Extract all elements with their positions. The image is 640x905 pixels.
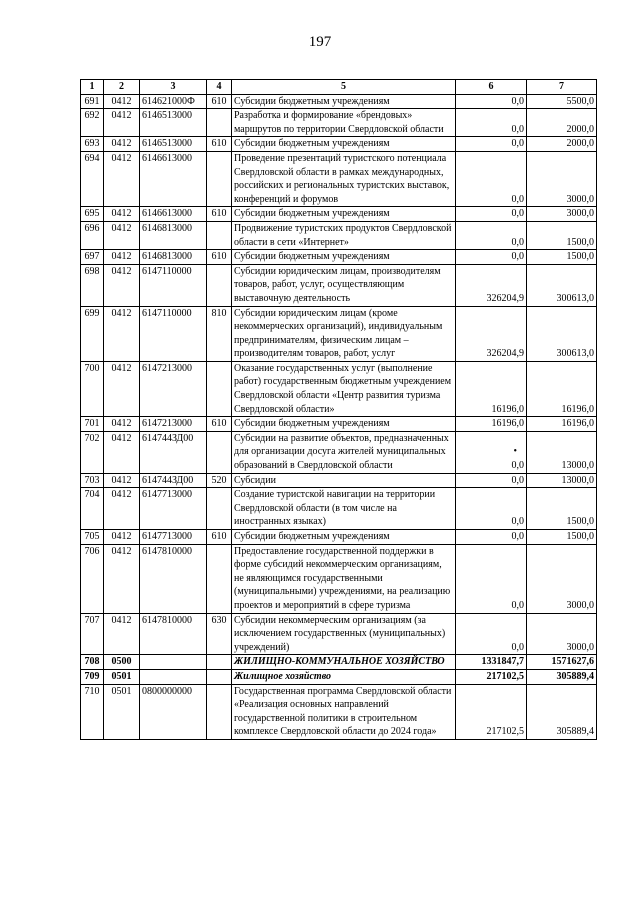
row-number-cell: 710: [81, 684, 104, 739]
expense-type-cell: [207, 431, 232, 473]
amount-col6-cell: 0,0: [456, 207, 527, 222]
row-number-cell: 692: [81, 109, 104, 137]
name-cell: Предоставление государственной поддержки в форме субсидий некоммерческим организациям, не являющимся государственными (муниципальными) учреждениями, на реализацию проектов и мероприятий в сфере туризма: [232, 544, 456, 613]
table-row: [81, 431, 597, 473]
target-article-cell: 0800000000: [140, 684, 207, 739]
expense-type-cell: 610: [207, 250, 232, 265]
amount-col7-cell: 305889,4: [527, 669, 597, 684]
section-code-cell: 0412: [104, 221, 140, 249]
name-cell: Субсидии бюджетным учреждениям: [232, 207, 456, 222]
amount-col7-cell: 2000,0: [527, 109, 597, 137]
row-number-cell: 701: [81, 417, 104, 432]
expense-type-cell: [207, 488, 232, 530]
expense-type-cell: 520: [207, 473, 232, 488]
amount-col6-cell: 0,0: [456, 137, 527, 152]
name-cell: Оказание государственных услуг (выполнение работ) государственным бюджетным учреждением Свердловской области «Центр развития туризма Свердловской области»: [232, 361, 456, 416]
amount-col6-cell: 326204,9: [456, 264, 527, 306]
header-cell: 2: [104, 80, 140, 95]
expense-type-cell: [207, 221, 232, 249]
amount-col6-cell: 0,0: [456, 250, 527, 265]
amount-value: 0,0: [511, 460, 524, 472]
target-article-cell: 614744ЗД00: [140, 473, 207, 488]
amount-col6-cell: 0,0: [456, 109, 527, 137]
table-row: [81, 264, 597, 306]
header-cell: 6: [456, 80, 527, 95]
expense-type-cell: 810: [207, 306, 232, 361]
expense-type-cell: 610: [207, 94, 232, 109]
amount-col7-cell: 1500,0: [527, 530, 597, 545]
amount-col7-cell: 13000,0: [527, 431, 597, 473]
target-article-cell: 6146613000: [140, 207, 207, 222]
section-code-cell: 0412: [104, 473, 140, 488]
amount-col7-cell: 3000,0: [527, 613, 597, 655]
expense-type-cell: 610: [207, 137, 232, 152]
amount-col7-cell: 300613,0: [527, 306, 597, 361]
table-header-row: [81, 80, 597, 95]
target-article-cell: 614621000Ф: [140, 94, 207, 109]
table-row: [81, 306, 597, 361]
amount-col6-cell: 217102,5: [456, 684, 527, 739]
expense-type-cell: 630: [207, 613, 232, 655]
section-code-cell: 0412: [104, 417, 140, 432]
expense-type-cell: [207, 684, 232, 739]
amount-col6-cell: 16196,0: [456, 361, 527, 416]
table-body: [81, 80, 597, 740]
name-cell: ЖИЛИЩНО-КОММУНАЛЬНОЕ ХОЗЯЙСТВО: [232, 655, 456, 670]
name-cell: Проведение презентаций туристского потенциала Свердловской области в рамках международных, российских и региональных туристских выставок, конференций и форумов: [232, 151, 456, 206]
table-row: [81, 473, 597, 488]
expense-type-cell: 610: [207, 417, 232, 432]
target-article-cell: 6147110000: [140, 264, 207, 306]
amount-col7-cell: 2000,0: [527, 137, 597, 152]
table-row: [81, 544, 597, 613]
expense-type-cell: [207, 544, 232, 613]
row-number-cell: 703: [81, 473, 104, 488]
expense-type-cell: [207, 361, 232, 416]
section-code-cell: 0412: [104, 306, 140, 361]
row-number-cell: 709: [81, 669, 104, 684]
target-article-cell: 6146813000: [140, 250, 207, 265]
amount-col7-cell: 305889,4: [527, 684, 597, 739]
section-code-cell: 0412: [104, 431, 140, 473]
row-number-cell: 708: [81, 655, 104, 670]
name-cell: Жилищное хозяйство: [232, 669, 456, 684]
name-cell: Субсидии некоммерческим организациям (за исключением государственных (муниципальных) учреждений): [232, 613, 456, 655]
expense-type-cell: [207, 655, 232, 670]
row-number-cell: 699: [81, 306, 104, 361]
target-article-cell: 6147713000: [140, 530, 207, 545]
target-article-cell: 6147213000: [140, 361, 207, 416]
target-article-cell: 6147213000: [140, 417, 207, 432]
table-row: [81, 109, 597, 137]
target-article-cell: 6147110000: [140, 306, 207, 361]
amount-col6-cell: [456, 431, 527, 473]
amount-col7-cell: 13000,0: [527, 473, 597, 488]
section-code-cell: 0501: [104, 669, 140, 684]
amount-col7-cell: 3000,0: [527, 207, 597, 222]
amount-col6-cell: 0,0: [456, 473, 527, 488]
expense-type-cell: [207, 151, 232, 206]
table-row: [81, 207, 597, 222]
amount-col6-cell: 326204,9: [456, 306, 527, 361]
name-cell: Субсидии на развитие объектов, предназначенных для организации досуга жителей муниципальных образований в Свердловской области: [232, 431, 456, 473]
amount-col7-cell: 1500,0: [527, 250, 597, 265]
name-cell: Субсидии бюджетным учреждениям: [232, 417, 456, 432]
section-code-cell: 0412: [104, 151, 140, 206]
section-code-cell: 0412: [104, 94, 140, 109]
header-cell: 3: [140, 80, 207, 95]
table-row: [81, 417, 597, 432]
page-number: 197: [308, 34, 332, 50]
name-cell: Продвижение туристских продуктов Свердловской области в сети «Интернет»: [232, 221, 456, 249]
amount-col7-cell: 16196,0: [527, 417, 597, 432]
section-code-cell: 0412: [104, 264, 140, 306]
amount-col6-cell: 16196,0: [456, 417, 527, 432]
row-number-cell: 704: [81, 488, 104, 530]
section-code-cell: 0412: [104, 544, 140, 613]
name-cell: Создание туристской навигации на территории Свердловской области (в том числе на иностранных языках): [232, 488, 456, 530]
target-article-cell: 6147810000: [140, 613, 207, 655]
table-row: [81, 669, 597, 684]
name-cell: Государственная программа Свердловской области «Реализация основных направлений государственной политики в строительном комплексе Свердловской области до 2024 года»: [232, 684, 456, 739]
expense-type-cell: [207, 669, 232, 684]
section-code-cell: 0412: [104, 109, 140, 137]
table-row: [81, 684, 597, 739]
amount-col6-cell: 0,0: [456, 530, 527, 545]
row-number-cell: 694: [81, 151, 104, 206]
name-cell: Субсидии бюджетным учреждениям: [232, 94, 456, 109]
section-code-cell: 0412: [104, 530, 140, 545]
expense-type-cell: [207, 109, 232, 137]
row-number-cell: 707: [81, 613, 104, 655]
amount-col6-cell: 0,0: [456, 221, 527, 249]
amount-col7-cell: 3000,0: [527, 544, 597, 613]
row-number-cell: 697: [81, 250, 104, 265]
table-row: [81, 221, 597, 249]
budget-table: [80, 79, 597, 740]
row-number-cell: 700: [81, 361, 104, 416]
name-cell: Субсидии: [232, 473, 456, 488]
amount-col6-cell: 0,0: [456, 613, 527, 655]
row-number-cell: 693: [81, 137, 104, 152]
expense-type-cell: 610: [207, 530, 232, 545]
amount-col6-cell: 0,0: [456, 488, 527, 530]
table-row: [81, 488, 597, 530]
amount-col6-cell: 217102,5: [456, 669, 527, 684]
row-number-cell: 691: [81, 94, 104, 109]
amount-col6-cell: 0,0: [456, 151, 527, 206]
header-cell: 4: [207, 80, 232, 95]
dot-mark: •: [513, 446, 517, 458]
target-article-cell: 6147810000: [140, 544, 207, 613]
table-row: [81, 530, 597, 545]
table-row: [81, 655, 597, 670]
amount-col7-cell: 1571627,6: [527, 655, 597, 670]
row-number-cell: 698: [81, 264, 104, 306]
target-article-cell: 6147713000: [140, 488, 207, 530]
table-row: [81, 613, 597, 655]
name-cell: Субсидии юридическим лицам (кроме некоммерческих организаций), индивидуальным предпринимателям, физическим лицам – производителям товаров, работ, услуг: [232, 306, 456, 361]
amount-col6-cell: 0,0: [456, 94, 527, 109]
amount-col6-cell: 1331847,7: [456, 655, 527, 670]
target-article-cell: [140, 655, 207, 670]
amount-col7-cell: 16196,0: [527, 361, 597, 416]
section-code-cell: 0501: [104, 684, 140, 739]
row-number-cell: 696: [81, 221, 104, 249]
header-cell: 1: [81, 80, 104, 95]
row-number-cell: 702: [81, 431, 104, 473]
amount-col7-cell: 1500,0: [527, 221, 597, 249]
target-article-cell: 6146813000: [140, 221, 207, 249]
section-code-cell: 0412: [104, 250, 140, 265]
section-code-cell: 0500: [104, 655, 140, 670]
row-number-cell: 706: [81, 544, 104, 613]
header-cell: 5: [232, 80, 456, 95]
name-cell: Субсидии юридическим лицам, производителям товаров, работ, услуг, осуществляющим выставочную деятельность: [232, 264, 456, 306]
row-number-cell: 695: [81, 207, 104, 222]
amount-col7-cell: 5500,0: [527, 94, 597, 109]
target-article-cell: [140, 669, 207, 684]
expense-type-cell: [207, 264, 232, 306]
table-row: [81, 250, 597, 265]
name-cell: Субсидии бюджетным учреждениям: [232, 250, 456, 265]
name-cell: Субсидии бюджетным учреждениям: [232, 530, 456, 545]
table-row: [81, 151, 597, 206]
section-code-cell: 0412: [104, 488, 140, 530]
name-cell: Разработка и формирование «брендовых» маршрутов по территории Свердловской области: [232, 109, 456, 137]
target-article-cell: 6146613000: [140, 151, 207, 206]
expense-type-cell: 610: [207, 207, 232, 222]
amount-col7-cell: 3000,0: [527, 151, 597, 206]
section-code-cell: 0412: [104, 137, 140, 152]
target-article-cell: 6146513000: [140, 137, 207, 152]
amount-col6-cell: 0,0: [456, 544, 527, 613]
row-number-cell: 705: [81, 530, 104, 545]
amount-col7-cell: 1500,0: [527, 488, 597, 530]
table-row: [81, 137, 597, 152]
amount-col7-cell: 300613,0: [527, 264, 597, 306]
table-row: [81, 94, 597, 109]
target-article-cell: 6146513000: [140, 109, 207, 137]
section-code-cell: 0412: [104, 361, 140, 416]
name-cell: Субсидии бюджетным учреждениям: [232, 137, 456, 152]
header-cell: 7: [527, 80, 597, 95]
target-article-cell: 614744ЗД00: [140, 431, 207, 473]
section-code-cell: 0412: [104, 613, 140, 655]
table-row: [81, 361, 597, 416]
section-code-cell: 0412: [104, 207, 140, 222]
